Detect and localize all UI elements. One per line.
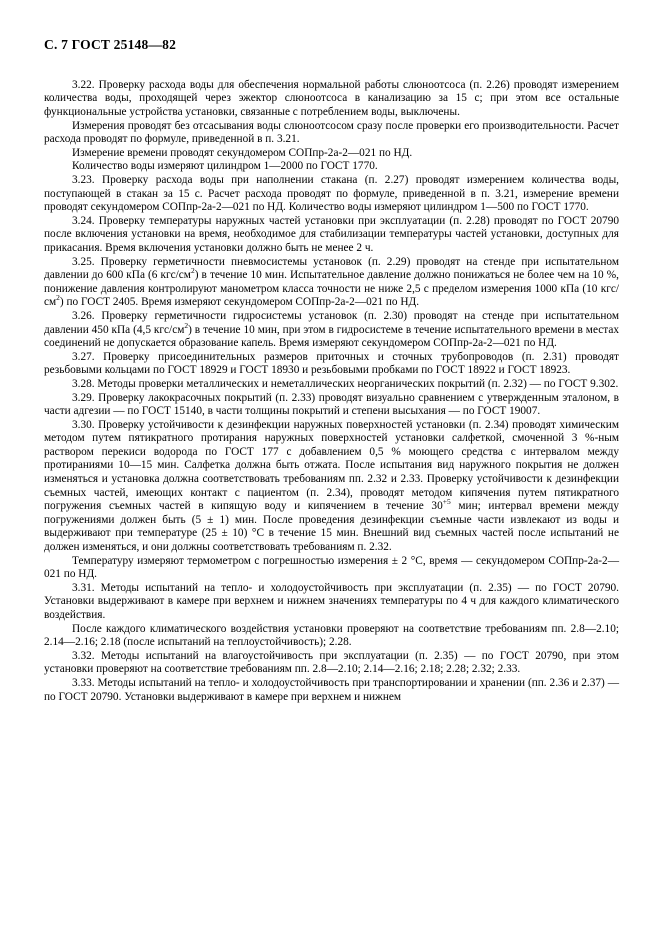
paragraph: После каждого климатического воздействия установки проверяют на соответствие требованиям пп. 2.8—2.10; 2.14—2.16; 2.18 (после испытаний на теплоустойчивость); 2.28. <box>44 622 619 649</box>
paragraph: 3.22. Проверку расхода воды для обеспечения нормальной работы слюноотсоса (п. 2.26) проводят измерением количества воды, проходящей через эжектор слюноотсоса в канализацию за 15 с; при этом все остальные функциональные устройства установки, связанные с потреблением воды, выключены. <box>44 78 619 119</box>
paragraph: 3.33. Методы испытаний на тепло- и холодоустойчивость при транспортировании и хранении (пп. 2.36 и 2.37) — по ГОСТ 20790. Установки выдерживают в камере при верхнем и нижнем <box>44 676 619 703</box>
paragraph: 3.30. Проверку устойчивости к дезинфекции наружных поверхностей установки (п. 2.34) проводят химическим методом путем пятикратного протирания наружных поверхностей установки салфеткой, смоченной 3 %-ным раствором перекиси водорода по ГОСТ 177 с добавлением 0,5 % моющего средства с интервалом между протираниями 10—15 мин. Салфетка должна быть отжата. После испытания вид наружного покрытия не должен изменяться и установка должна соответствовать требованиям пп. 2.32 и 2.33. Проверку устойчивости к дезинфекции съемных частей, имеющих контакт с пациентом (п. 2.34), проводят методом кипячения путем пятикратного погружения съемных частей в кипящую воду и кипячением в течение $30^{+5}$ мин; интервал времени между погружениями должен быть (5 ± 1) мин. После проведения дезинфекции съемные части извлекают из воды и выдерживают при температуре (25 ± 10) °С в течение 15 мин. Внешний вид съемных частей после испытаний не должен изменяться, и они должны соответствовать требованиям п. 2.32. <box>44 418 619 554</box>
paragraph: 3.29. Проверку лакокрасочных покрытий (п. 2.33) проводят визуально сравнением с утвержденным эталоном, в части адгезии — по ГОСТ 15140, в части толщины покрытий и степени высыхания — по ГОСТ 19007. <box>44 391 619 418</box>
paragraph: Измерение времени проводят секундомером СОПпр-2а-2—021 по НД. <box>72 146 413 159</box>
paragraph: 3.31. Методы испытаний на тепло- и холодоустойчивость при эксплуатации (п. 2.35) — по ГОСТ 20790. Установки выдерживают в камере при верхнем и нижнем значениях температуры по 4 ч для каждого климатического воздействия. <box>44 581 619 621</box>
paragraph: Температуру измеряют термометром с погрешностью измерения ± 2 °С, время — секундомером СОПпр-2а-2—021 по НД. <box>44 554 619 581</box>
paragraph: 3.28. Методы проверки металлических и неметаллических неорганических покрытий (п. 2.32) — по ГОСТ 9.302. <box>72 377 619 390</box>
paragraph: 3.27. Проверку присоединительных размеров приточных и сточных трубопроводов (п. 2.31) проводят резьбовыми кольцами по ГОСТ 18929 и ГОСТ 18930 и резьбовыми пробками по ГОСТ 18922 и ГОСТ 18923. <box>44 350 619 377</box>
paragraph: Количество воды измеряют цилиндром 1—2000 по ГОСТ 1770. <box>72 160 378 173</box>
paragraph: 3.25. Проверку герметичности пневмосистемы установок (п. 2.29) проводят на стенде при испытательном давлении до 600 кПа (6 кгс/$см^2$) в течение 10 мин. Испытательное давление должно понижаться не более чем на 10 %, понижение давления контролируют манометром класса точности не ниже 2,5 с пределом измерения 1000 кПа (10 кгс/$см^2$) по ГОСТ 2405. Время измеряют секундомером СОПпр-2а-2—021 по НД. <box>44 255 619 309</box>
paragraph: 3.24. Проверку температуры наружных частей установки при эксплуатации (п. 2.28) проводят по ГОСТ 20790 после включения установки на время, необходимое для стабилизации температуры частей установки, доступных для прикасания. Время включения установки должно быть не менее 2 ч. <box>44 214 619 254</box>
page-header: С. 7 ГОСТ 25148—82 <box>44 37 177 52</box>
paragraph: 3.23. Проверку расхода воды при наполнении стакана (п. 2.27) проводят измерением количества воды, поступающей в стакан за 15 с. Расчет расхода проводят по формуле, приведенной в п. 3.21, измерение времени проводят секундомером СОПпр-2а-2—021 по НД. Количество воды измеряют цилиндром 1—500 по ГОСТ 1770. <box>44 174 619 214</box>
document-body <box>44 79 619 704</box>
paragraph: 3.32. Методы испытаний на влагоустойчивость при эксплуатации (п. 2.35) — по ГОСТ 20790, при этом установки проверяют на соответствие требованиям пп. 2.8—2.10; 2.14—2.16; 2.18; 2.28; 2.32; 2.33. <box>44 649 619 676</box>
paragraph: Измерения проводят без отсасывания воды слюноотсосом сразу после проверки его производительности. Расчет расхода проводят по формуле, приведенной в п. 3.21. <box>44 119 619 146</box>
paragraph: 3.26. Проверку герметичности гидросистемы установок (п. 2.30) проводят на стенде при испытательном давлении 450 кПа (4,5 кгс/$см^2$) в течение 10 мин, при этом в гидросистеме в течение испытательного времени в местах соединений не допускается образование капель. Время измеряют секундомером СОПпр-2а-2—021 по НД. <box>44 309 619 350</box>
